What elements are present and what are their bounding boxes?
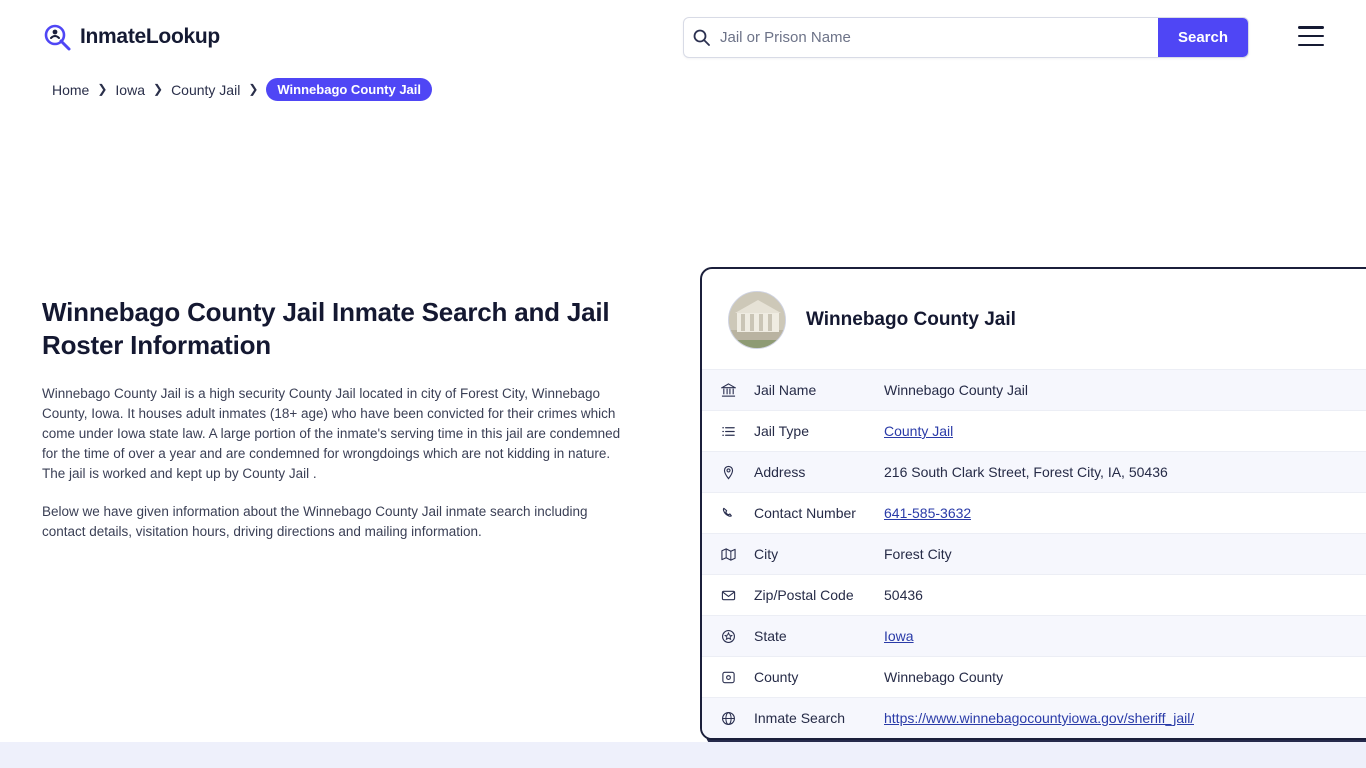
breadcrumb (0, 74, 1366, 101)
main-content (0, 101, 1366, 741)
envelope-icon (702, 588, 754, 603)
article-column (42, 296, 642, 560)
brand-name-primary: Inmate (80, 25, 146, 48)
hamburger-menu-icon[interactable] (1298, 26, 1324, 46)
jail-info-card-header (702, 269, 1366, 369)
page-title: Winnebago County Jail Inmate Search and Jail Roster Information (42, 297, 610, 360)
row-label: County (754, 669, 799, 685)
state-link[interactable]: Iowa (884, 628, 914, 644)
row-label: Zip/Postal Code (754, 587, 854, 603)
magnifier-person-icon (42, 22, 72, 52)
row-label: Address (754, 464, 806, 480)
phone-icon (702, 506, 754, 521)
row-value: 50436 (884, 587, 923, 603)
table-row (702, 410, 1366, 451)
row-label: Inmate Search (754, 710, 846, 726)
row-value[interactable] (884, 628, 914, 644)
row-label: City (754, 546, 779, 562)
row-value[interactable] (884, 505, 971, 521)
row-value: Winnebago County (884, 669, 1004, 685)
footer-strip (0, 742, 1366, 768)
search-input[interactable] (718, 18, 1158, 57)
jail-card-title: Winnebago County Jail (806, 309, 1016, 330)
chevron-right-icon: ❯ (248, 81, 259, 96)
table-row (702, 369, 1366, 410)
search-button[interactable]: Search (1158, 18, 1248, 57)
brand-logo[interactable] (42, 22, 220, 52)
jail-info-card (700, 267, 1366, 740)
row-label: State (754, 628, 787, 644)
table-row (702, 533, 1366, 574)
description-paragraph-1: Winnebago County Jail is a high security County Jail located in city of Forest City, Winnebago County, Iowa. It houses adult inmates (18+ age) who have been convicted for their crimes which come under Iowa state law. A large portion of the inmate's serving time in this jail are condemned for the time of over a year and are condemned for wrongdoings which are not kidding in nature. The jail is worked and kept up by County Jail . (42, 386, 621, 481)
search-icon (684, 18, 718, 57)
search-bar[interactable] (683, 17, 1249, 58)
chevron-right-icon: ❯ (153, 81, 164, 96)
table-row (702, 697, 1366, 738)
brand-name (80, 25, 220, 49)
row-value[interactable] (884, 710, 1194, 726)
breadcrumb-item-current: Winnebago County Jail (266, 78, 432, 101)
contact-number-link[interactable]: 641-585-3632 (884, 505, 972, 521)
globe-icon (702, 711, 754, 726)
chevron-right-icon: ❯ (97, 81, 108, 96)
table-row (702, 492, 1366, 533)
brand-name-secondary: Lookup (145, 25, 220, 48)
inmate-search-link[interactable]: https://www.winnebagocountyiowa.gov/sheriff_jail/ (884, 710, 1195, 726)
bank-building-icon (702, 383, 754, 398)
breadcrumb-item-iowa[interactable]: Iowa (115, 81, 145, 98)
table-row (702, 615, 1366, 656)
table-row (702, 451, 1366, 492)
table-row (702, 574, 1366, 615)
courthouse-building-photo (728, 291, 786, 349)
row-value: Winnebago County Jail (884, 382, 1028, 398)
breadcrumb-item-home[interactable]: Home (52, 81, 90, 98)
table-row (702, 656, 1366, 697)
map-icon (702, 547, 754, 562)
map-pin-icon (702, 465, 754, 480)
description-paragraph-2: Below we have given information about the Winnebago County Jail inmate search including contact details, visitation hours, driving directions and mailing information. (42, 504, 588, 539)
row-label: Contact Number (754, 505, 856, 521)
row-label: Jail Type (754, 423, 809, 439)
county-icon (702, 670, 754, 685)
jail-type-link[interactable]: County Jail (884, 423, 954, 439)
row-value: 216 South Clark Street, Forest City, IA, 50436 (884, 464, 1168, 480)
breadcrumb-item-county-jail[interactable]: County Jail (171, 81, 241, 98)
row-value[interactable] (884, 423, 953, 439)
site-header (0, 0, 1366, 74)
row-label: Jail Name (754, 382, 817, 398)
row-value: Forest City (884, 546, 952, 562)
list-icon (702, 424, 754, 439)
badge-icon (702, 629, 754, 644)
